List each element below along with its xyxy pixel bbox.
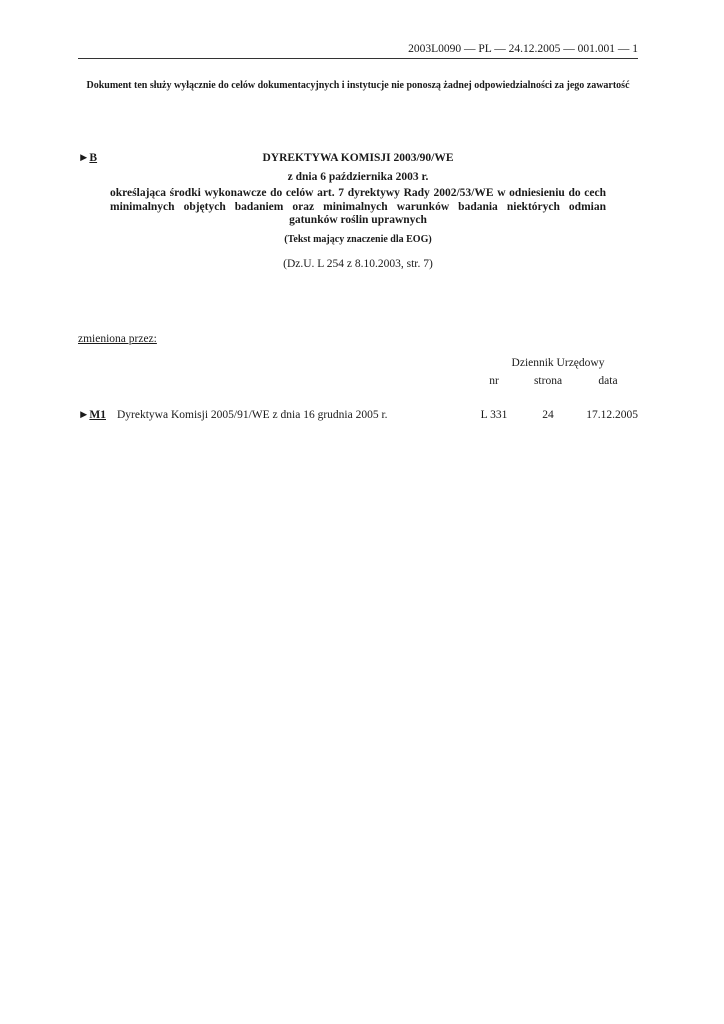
amendment-marker[interactable] <box>78 408 106 422</box>
base-act-marker[interactable] <box>78 151 97 165</box>
base-act-code[interactable]: B <box>89 152 98 164</box>
amended-by-label: zmieniona przez: <box>78 333 157 345</box>
amendment-row <box>78 408 638 422</box>
official-journal-reference: (Dz.U. L 254 z 8.10.2003, str. 7) <box>283 258 433 270</box>
amendment-act-title: Dyrektywa Komisji 2005/91/WE z dnia 16 grudnia 2005 r. <box>117 409 388 421</box>
column-header-nr: nr <box>489 375 499 387</box>
official-journal-heading: Dziennik Urzędowy <box>511 357 605 369</box>
amendment-oj-date: 17.12.2005 <box>586 409 638 421</box>
amendment-oj-number: L 331 <box>480 409 508 421</box>
document-date: z dnia 6 października 2003 r. <box>287 171 429 183</box>
document-title: DYREKTYWA KOMISJI 2003/90/WE <box>262 152 454 164</box>
header-divider <box>78 58 638 59</box>
amendment-code[interactable]: M1 <box>89 409 106 421</box>
disclaimer-text: Dokument ten służy wyłącznie do celów dokumentacyjnych i instytucje nie ponoszą żadnej odpowiedzialności za jego zawartość <box>86 80 630 91</box>
amendment-oj-page: 24 <box>542 409 554 421</box>
arrow-right-icon: ► <box>78 409 90 421</box>
column-header-date: data <box>598 375 618 387</box>
column-header-page: strona <box>533 375 563 387</box>
document-header-reference: 2003L0090 — PL — 24.12.2005 — 001.001 — 1 <box>408 43 638 55</box>
arrow-right-icon: ► <box>78 152 90 164</box>
eea-relevance-note: (Tekst mający znaczenie dla EOG) <box>284 234 432 245</box>
document-subject: określająca środki wykonawcze do celów art. 7 dyrektywy Rady 2002/53/WE w odniesieniu do cech minimalnych objętych badaniem oraz minimalnych warunków badania niektórych odmian gatunków roślin uprawnych <box>110 187 606 226</box>
